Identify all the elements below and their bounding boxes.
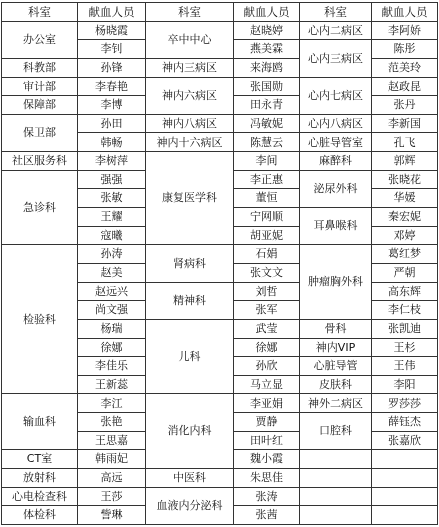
donor-cell: 李仁枝 [372, 301, 438, 320]
empty-cell [372, 450, 438, 469]
dept-cell: 血液内分泌科 [146, 487, 234, 524]
dept-cell: 卒中中心 [146, 21, 234, 58]
dept-cell: 肾病科 [146, 245, 234, 282]
donor-cell: 贾静 [234, 413, 300, 432]
dept-cell: 神内三病区 [146, 58, 234, 77]
header-dept-3: 科室 [300, 3, 372, 22]
dept-cell: 输血科 [2, 394, 78, 450]
dept-cell: 康复医学科 [146, 152, 234, 245]
donor-cell: 寇曦 [78, 226, 146, 245]
dept-cell: 社区服务科 [2, 152, 78, 171]
dept-cell: 皮肤科 [300, 375, 372, 394]
dept-cell: 神内VIP [300, 338, 372, 357]
dept-cell: 精神科 [146, 282, 234, 319]
table-row [2, 394, 438, 413]
dept-cell: 儿科 [146, 319, 234, 394]
dept-cell: 检验科 [2, 245, 78, 394]
donor-cell: 范美玲 [372, 58, 438, 77]
donor-cell: 宁网顺 [234, 208, 300, 227]
donor-cell: 孙涛 [78, 245, 146, 264]
donor-cell: 魏小霞 [234, 450, 300, 469]
donor-cell: 王新蕊 [78, 375, 146, 394]
dept-cell: 麻醉科 [300, 152, 372, 171]
donor-cell: 燕美霖 [234, 40, 300, 59]
donor-cell: 李树萍 [78, 152, 146, 171]
donor-cell: 张敏 [78, 189, 146, 208]
donor-cell: 尚文强 [78, 301, 146, 320]
header-donor-2: 献血人员 [234, 3, 300, 22]
donor-cell: 孙田 [78, 114, 146, 133]
dept-cell: 放射科 [2, 469, 78, 488]
donor-cell: 王伟 [372, 357, 438, 376]
dept-cell: 急诊科 [2, 170, 78, 245]
dept-cell: 神内十六病区 [146, 133, 234, 152]
donor-cell: 石娟 [234, 245, 300, 264]
donor-cell: 王耀 [78, 208, 146, 227]
table-row [2, 469, 438, 488]
donor-cell: 秦宏妮 [372, 208, 438, 227]
donor-cell: 赵美 [78, 263, 146, 282]
donor-cell: 李江 [78, 394, 146, 413]
donor-cell: 田叶红 [234, 431, 300, 450]
dept-cell: 中医科 [146, 469, 234, 488]
donor-cell: 王思嘉 [78, 431, 146, 450]
dept-cell: 保障部 [2, 96, 78, 115]
empty-cell [372, 469, 438, 488]
dept-cell: 心电检查科 [2, 487, 78, 506]
table-row [2, 245, 438, 264]
dept-cell: CT室 [2, 450, 78, 469]
empty-cell [300, 487, 372, 506]
donor-cell: 李亚娟 [234, 394, 300, 413]
donor-cell: 高远 [78, 469, 146, 488]
donor-cell: 马立显 [234, 375, 300, 394]
table-row [2, 21, 438, 40]
dept-cell: 心内七病区 [300, 77, 372, 114]
dept-cell: 神外二病区 [300, 394, 372, 413]
table-row [2, 77, 438, 96]
donor-cell: 陈彤 [372, 40, 438, 59]
donor-cell: 李佳乐 [78, 357, 146, 376]
dept-cell: 心内二病区 [300, 21, 372, 40]
donor-cell: 李阿娇 [372, 21, 438, 40]
donor-cell: 朱思佳 [234, 469, 300, 488]
dept-cell: 科教部 [2, 58, 78, 77]
donor-cell: 李春艳 [78, 77, 146, 96]
donor-cell: 田永青 [234, 96, 300, 115]
donor-cell: 孔飞 [372, 133, 438, 152]
donor-cell: 强强 [78, 170, 146, 189]
donor-cell: 张茜 [234, 506, 300, 525]
dept-cell: 心内三病区 [300, 40, 372, 77]
donor-cell: 孙锋 [78, 58, 146, 77]
donor-cell: 来海鸥 [234, 58, 300, 77]
dept-cell: 心内八病区 [300, 114, 372, 133]
donor-cell: 赵晓婷 [234, 21, 300, 40]
donor-cell: 李博 [78, 96, 146, 115]
dept-cell: 消化内科 [146, 394, 234, 469]
dept-cell: 保卫部 [2, 114, 78, 151]
donor-cell: 陈慧云 [234, 133, 300, 152]
donor-cell: 胡亚妮 [234, 226, 300, 245]
donor-cell: 徐娜 [78, 338, 146, 357]
header-donor-1: 献血人员 [78, 3, 146, 22]
donor-cell: 张国勋 [234, 77, 300, 96]
donor-cell: 邓婷 [372, 226, 438, 245]
donor-cell: 李阳 [372, 375, 438, 394]
dept-cell: 泌尿外科 [300, 170, 372, 207]
donor-cell: 赵远兴 [78, 282, 146, 301]
empty-cell [372, 506, 438, 525]
donor-cell: 李间 [234, 152, 300, 171]
dept-cell: 审计部 [2, 77, 78, 96]
empty-cell [300, 469, 372, 488]
donor-cell: 郭辉 [372, 152, 438, 171]
donor-cell: 罗莎莎 [372, 394, 438, 413]
donor-cell: 訾琳 [78, 506, 146, 525]
donor-cell: 武莹 [234, 319, 300, 338]
donor-cell: 张凯迪 [372, 319, 438, 338]
donor-cell: 张艳 [78, 413, 146, 432]
empty-cell [300, 506, 372, 525]
donor-cell: 张丹 [372, 96, 438, 115]
donor-cell: 杨瑞 [78, 319, 146, 338]
donor-cell: 杨晓霞 [78, 21, 146, 40]
table-row [2, 114, 438, 133]
table-row [2, 152, 438, 171]
donor-cell: 严朝 [372, 263, 438, 282]
blood-donor-table [1, 2, 438, 525]
donor-cell: 葛红梦 [372, 245, 438, 264]
donor-cell: 张军 [234, 301, 300, 320]
donor-cell: 徐娜 [234, 338, 300, 357]
empty-cell [300, 450, 372, 469]
header-row [2, 3, 438, 22]
donor-cell: 薛钰杰 [372, 413, 438, 432]
donor-cell: 张嘉欣 [372, 431, 438, 450]
donor-cell: 韩雨妃 [78, 450, 146, 469]
donor-cell: 张文文 [234, 263, 300, 282]
donor-cell: 董恒 [234, 189, 300, 208]
header-donor-3: 献血人员 [372, 3, 438, 22]
table-row [2, 487, 438, 506]
donor-cell: 张晓花 [372, 170, 438, 189]
empty-cell [372, 487, 438, 506]
dept-cell: 心脏导管 [300, 357, 372, 376]
donor-cell: 王杉 [372, 338, 438, 357]
dept-cell: 肿瘤胸外科 [300, 245, 372, 320]
dept-cell: 神内八病区 [146, 114, 234, 133]
donor-cell: 刘哲 [234, 282, 300, 301]
donor-cell: 赵政昆 [372, 77, 438, 96]
donor-cell: 冯敏妮 [234, 114, 300, 133]
dept-cell: 耳鼻喉科 [300, 208, 372, 245]
donor-cell: 李钊 [78, 40, 146, 59]
table-row [2, 58, 438, 77]
donor-cell: 高东辉 [372, 282, 438, 301]
donor-cell: 韩畅 [78, 133, 146, 152]
header-dept-1: 科室 [2, 3, 78, 22]
dept-cell: 办公室 [2, 21, 78, 58]
donor-cell: 王莎 [78, 487, 146, 506]
donor-cell: 张涛 [234, 487, 300, 506]
donor-cell: 李正惠 [234, 170, 300, 189]
dept-cell: 口腔科 [300, 413, 372, 450]
header-dept-2: 科室 [146, 3, 234, 22]
dept-cell: 心脏导管室 [300, 133, 372, 152]
donor-cell: 孙欣 [234, 357, 300, 376]
donor-cell: 李新国 [372, 114, 438, 133]
donor-cell: 华媛 [372, 189, 438, 208]
dept-cell: 神内六病区 [146, 77, 234, 114]
dept-cell: 骨科 [300, 319, 372, 338]
dept-cell: 体检科 [2, 506, 78, 525]
